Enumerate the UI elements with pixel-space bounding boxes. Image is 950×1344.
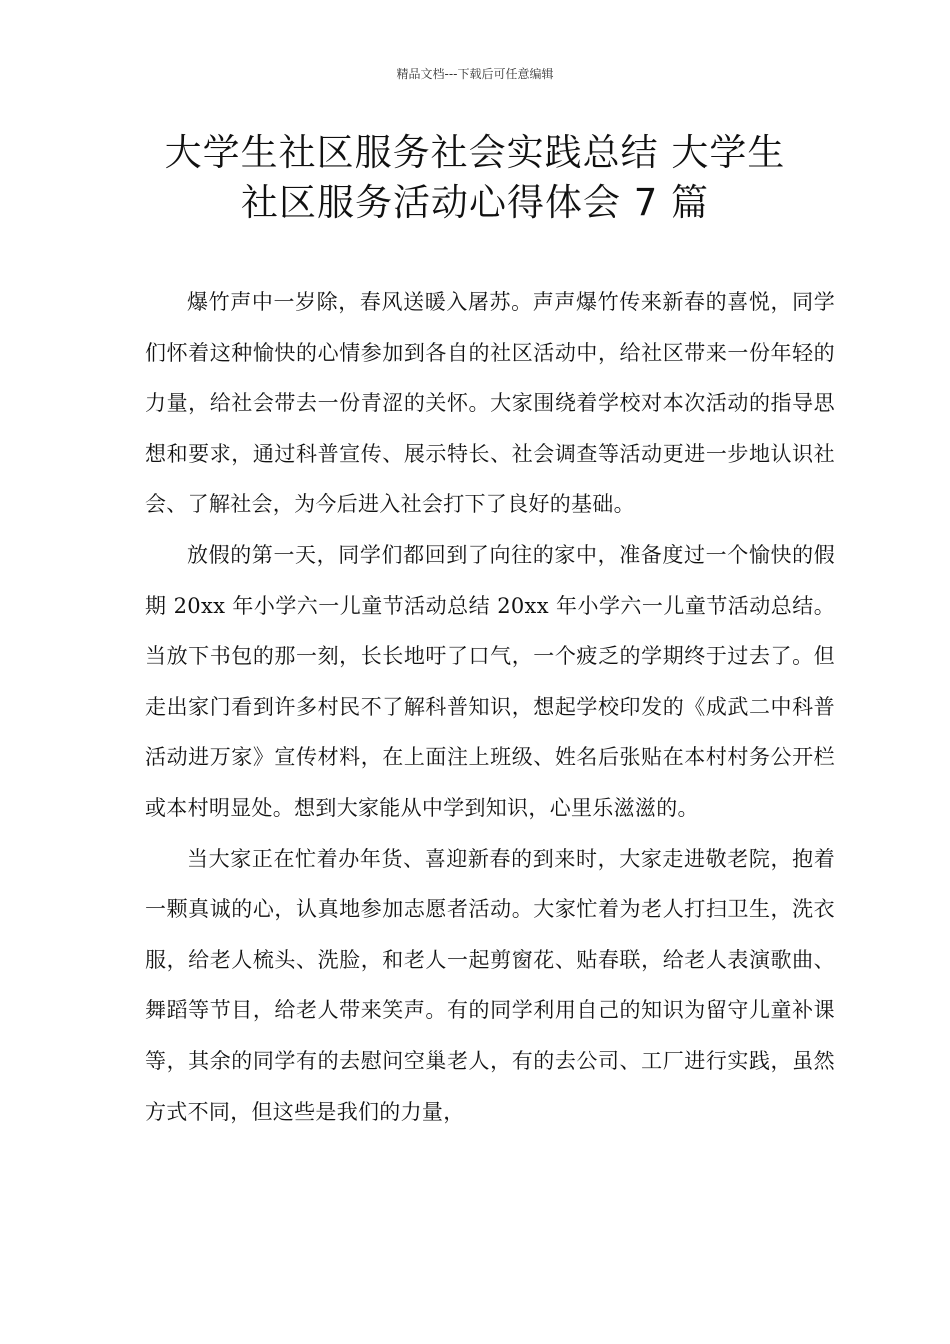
document-title-line-2: 社区服务活动心得体会 7 篇 <box>240 181 710 224</box>
body-paragraph-3: 当大家正在忙着办年货、喜迎新春的到来时，大家走进敬老院，抱着一颗真诚的心，认真地参加志愿者活动。大家忙着为老人打扫卫生，洗衣服，给老人梳头、洗脸，和老人一起剪窗花、贴春联，给老人表演歌曲、舞蹈等节目，给老人带来笑声。有的同学利用自己的知识为留守儿童补课等，其余的同学有的去慰问空巢老人，有的去公司、工厂进行实践，虽然方式不同，但这些是我们的力量， <box>145 846 835 1124</box>
document-body <box>145 277 835 1137</box>
body-paragraph-1: 爆竹声中一岁除，春风送暖入屠苏。声声爆竹传来新春的喜悦，同学们怀着这种愉快的心情参加到各自的社区活动中，给社区带来一份年轻的力量，给社会带去一份青涩的关怀。大家围绕着学校对本次活动的指导思想和要求，通过科普宣传、展示特长、社会调查等活动更进一步地认识社会、了解社会，为今后进入社会打下了良好的基础。 <box>145 290 835 517</box>
document-title <box>60 128 890 228</box>
document-title-line-1: 大学生社区服务社会实践总结 大学生 <box>164 131 786 174</box>
header-note: 精品文档---下载后可任意编辑 <box>396 67 554 81</box>
body-paragraph-2: 放假的第一天，同学们都回到了向往的家中，准备度过一个愉快的假期 20xx 年小学六一儿童节活动总结 20xx 年小学六一儿童节活动总结。当放下书包的那一刻，长长地吁了口气，一个疲乏的学期终于过去了。但走出家门看到许多村民不了解科普知识，想起学校印发的《成武二中科普活动进万家》宣传材料，在上面注上班级、姓名后张贴在本村村务公开栏或本村明显处。想到大家能从中学到知识，心里乐滋滋的。 <box>145 542 835 820</box>
